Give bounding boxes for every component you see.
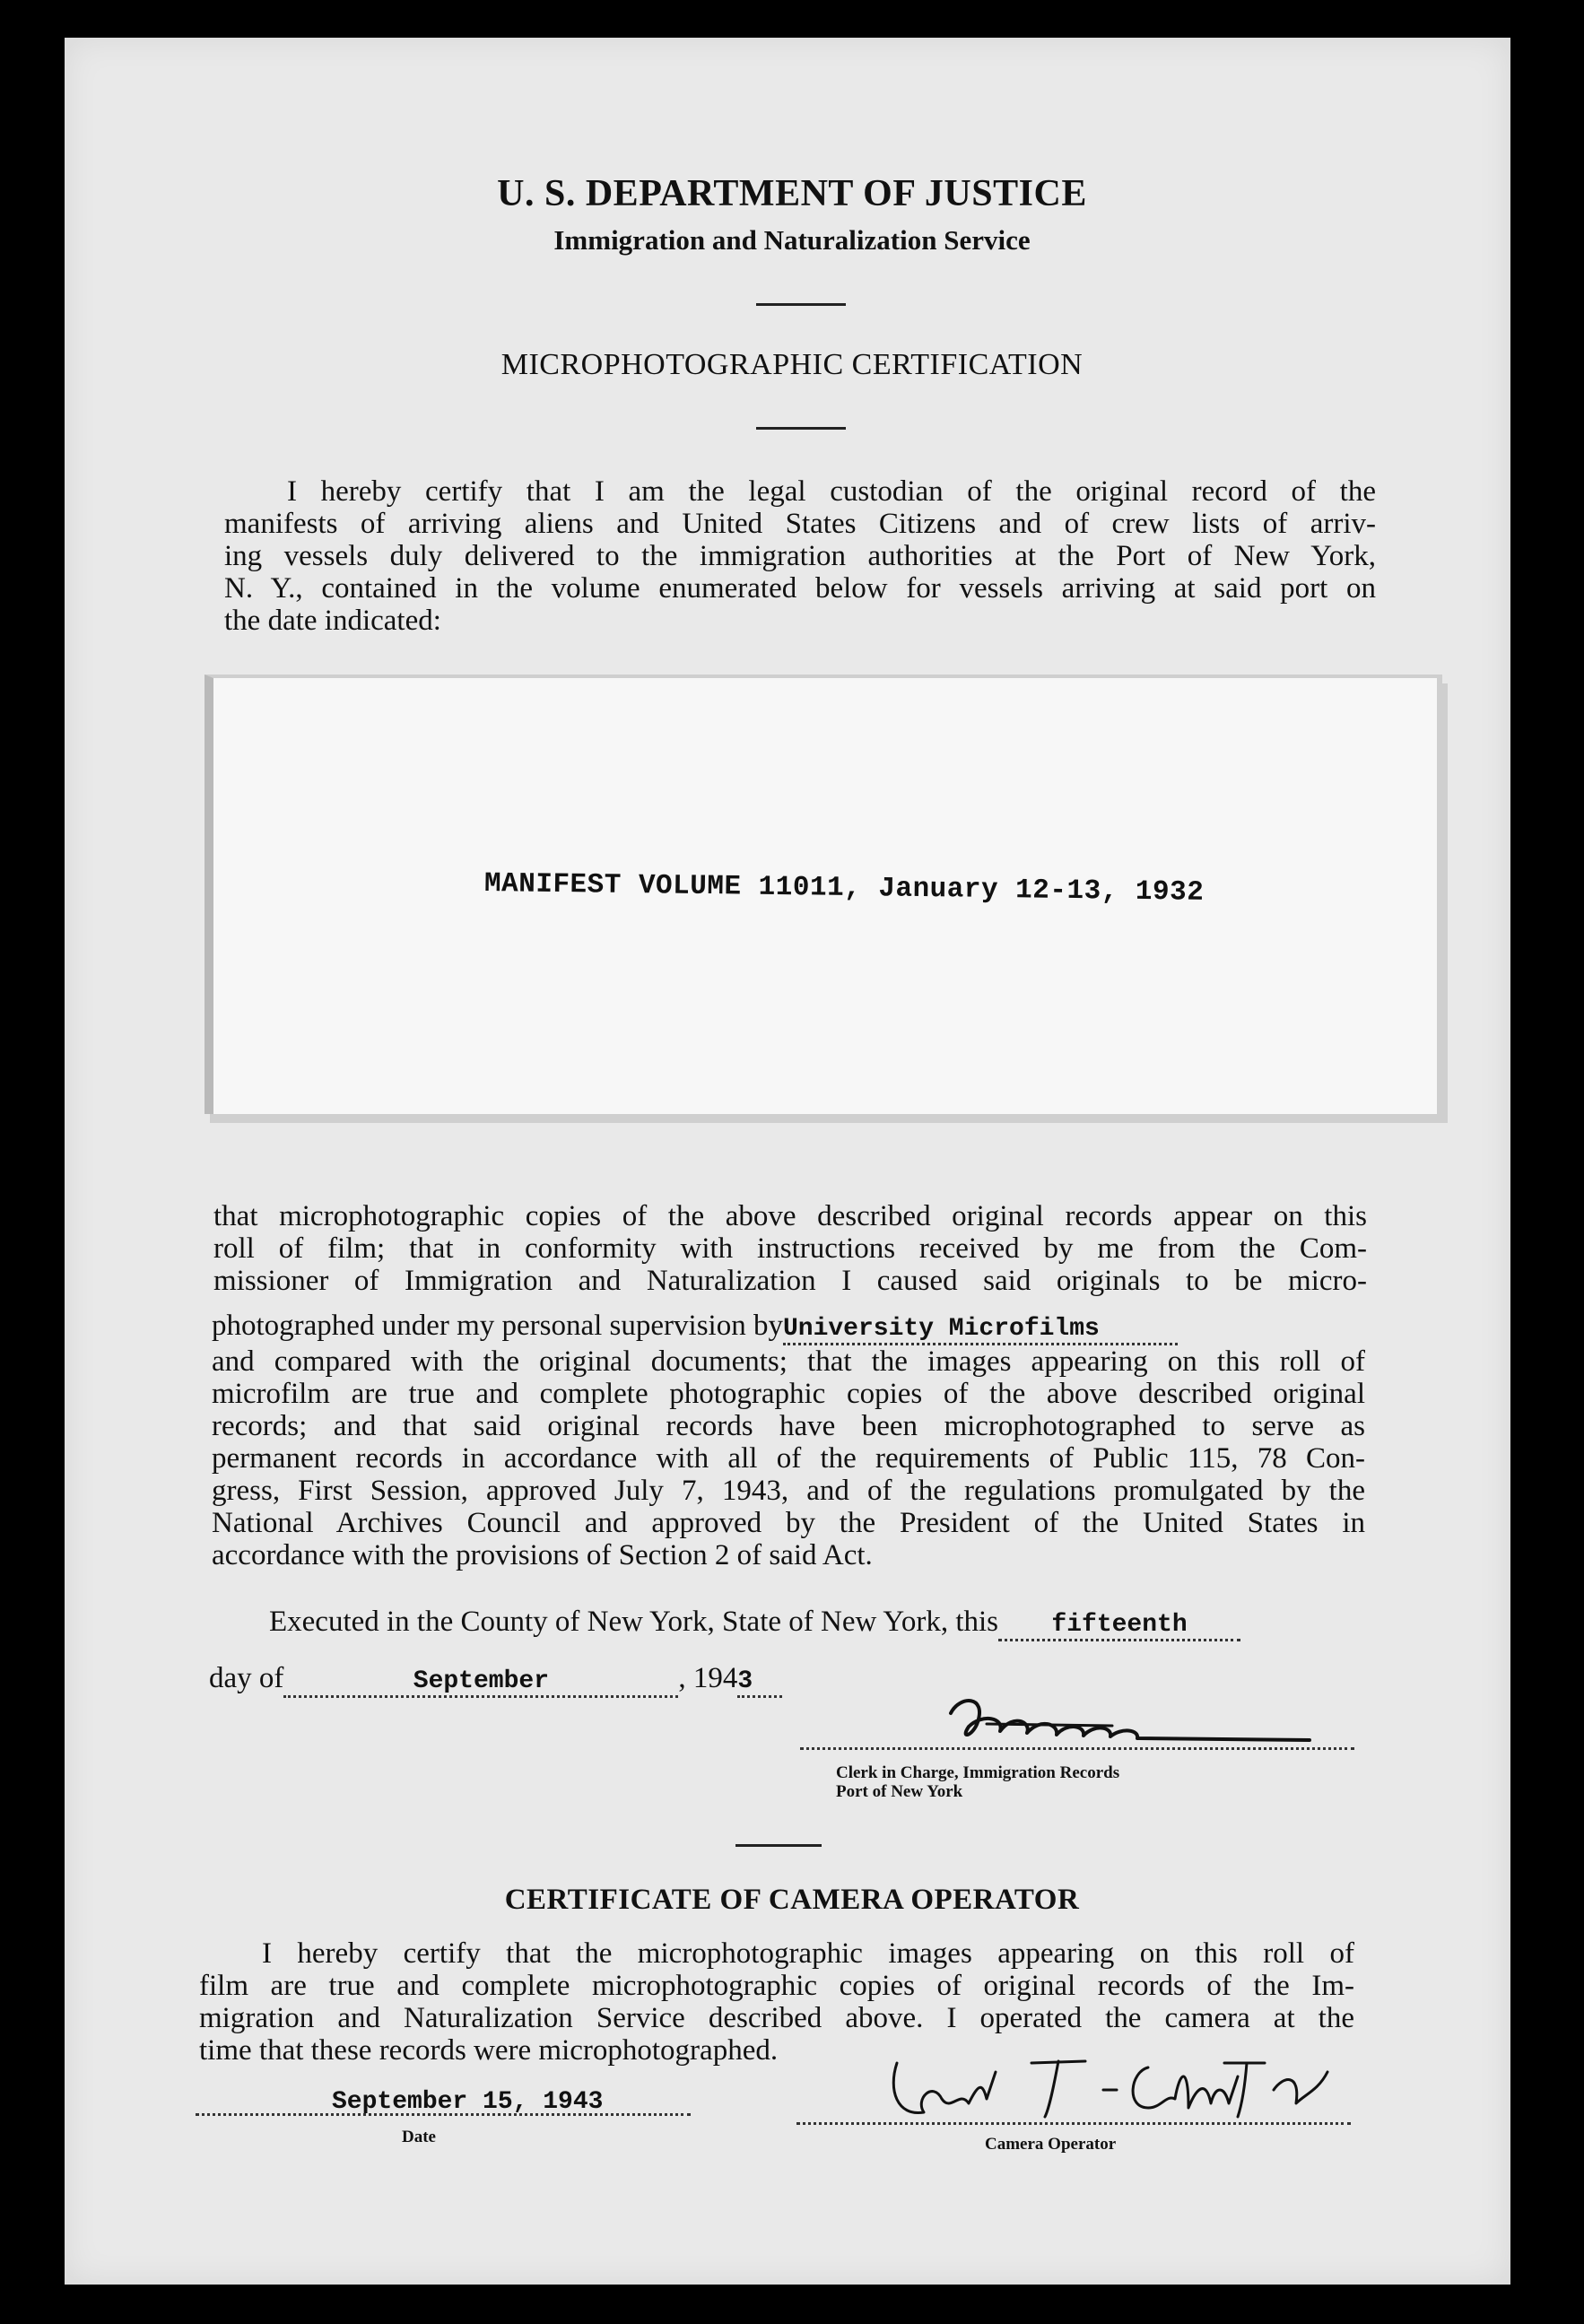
paragraph-line: that microphotographic copies of the above described original records appear on this <box>213 1200 1367 1232</box>
day-of-line <box>209 1662 782 1698</box>
custodian-paragraph <box>224 475 1376 637</box>
year-value: 3 <box>737 1667 753 1695</box>
clerk-title-line2: Port of New York <box>836 1782 963 1801</box>
paragraph-line: time that these records were microphotographed. <box>199 2034 779 2067</box>
supervisor-field <box>783 1312 1178 1345</box>
date-line <box>196 2113 691 2116</box>
supervision-line <box>212 1310 1365 1345</box>
camera-certificate-title: CERTIFICATE OF CAMERA OPERATOR <box>504 1884 1080 1916</box>
paragraph-line: gress, First Session, approved July 7, 1943, and of the regulations promulgated by the <box>212 1475 1365 1507</box>
section-divider <box>735 1844 822 1847</box>
paragraph-line: accordance with the provisions of Section 2 of said Act. <box>212 1539 873 1571</box>
paragraph-line: missioner of Immigration and Naturalization I caused said originals to be micro- <box>213 1265 1367 1297</box>
header-divider-top <box>756 303 846 306</box>
department-heading: U. S. DEPARTMENT OF JUSTICE <box>497 173 1087 214</box>
supervision-prefix: photographed under my personal supervision by <box>212 1310 783 1342</box>
paragraph-line: I hereby certify that I am the legal custodian of the original record of the <box>287 475 1376 508</box>
paragraph-line: National Archives Council and approved by the President of the United States in <box>212 1507 1365 1539</box>
paragraph-line: N. Y., contained in the volume enumerated below for vessels arriving at said port on <box>224 572 1376 605</box>
month-field <box>283 1665 678 1698</box>
supervisor-value: University Microfilms <box>782 1315 1100 1343</box>
paragraph-line: manifests of arriving aliens and United States Citizens and of crew lists of arriv- <box>224 508 1376 540</box>
manifest-volume-label: MANIFEST VOLUME 11011, January 12-13, 1932 <box>483 868 1205 909</box>
year-prefix: , 194 <box>678 1662 738 1694</box>
executed-prefix: Executed in the County of New York, State of New York, this <box>269 1606 999 1638</box>
copies-paragraph-continued <box>212 1310 1365 1571</box>
clerk-signature-line <box>800 1747 1354 1750</box>
paragraph-line: I hereby certify that the microphotographic images appearing on this roll of <box>262 1937 1354 1970</box>
paragraph-line: records; and that said original records have been microphotographed to serve as <box>212 1410 1365 1442</box>
paragraph-line: ing vessels duly delivered to the immigration authorities at the Port of New York, <box>224 540 1376 572</box>
executed-line <box>269 1606 1240 1641</box>
day-field <box>998 1608 1240 1641</box>
paragraph-line: microfilm are true and complete photographic copies of the above described original <box>212 1378 1365 1410</box>
day-value: fifteenth <box>1051 1611 1188 1639</box>
service-subheading: Immigration and Naturalization Service <box>553 224 1031 256</box>
month-value: September <box>413 1667 549 1695</box>
date-label: Date <box>402 2128 436 2146</box>
camera-operator-line <box>796 2122 1351 2125</box>
year-field <box>737 1665 782 1698</box>
clerk-title-line1: Clerk in Charge, Immigration Records <box>836 1763 1120 1782</box>
paragraph-line: and compared with the original documents; that the images appearing on this roll of <box>212 1345 1365 1378</box>
camera-date-value: September 15, 1943 <box>332 2088 604 2116</box>
paragraph-line: roll of film; that in conformity with instructions received by me from the Com- <box>213 1232 1367 1265</box>
camera-operator-label: Camera Operator <box>985 2135 1117 2154</box>
paragraph-line: permanent records in accordance with all of the requirements of Public 115, 78 Con- <box>212 1442 1365 1475</box>
paragraph-line: the date indicated: <box>224 605 441 637</box>
paragraph-line: migration and Naturalization Service described above. I operated the camera at the <box>199 2002 1354 2034</box>
paragraph-line: film are true and complete microphotographic copies of original records of the Im- <box>199 1970 1354 2002</box>
clerk-title <box>836 1763 1119 1801</box>
certification-title: MICROPHOTOGRAPHIC CERTIFICATION <box>500 348 1084 381</box>
copies-paragraph <box>213 1200 1367 1297</box>
camera-operator-signature <box>879 2036 1345 2135</box>
day-of-prefix: day of <box>209 1662 284 1694</box>
header-divider-bottom <box>756 427 846 430</box>
